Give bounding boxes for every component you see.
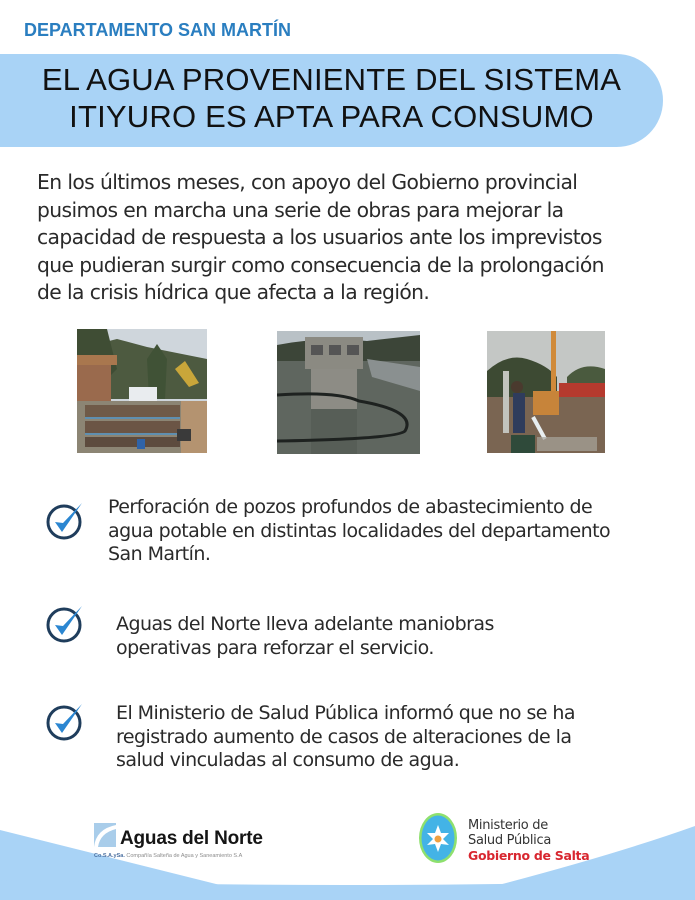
salta-star-emblem-icon <box>418 812 458 864</box>
company-fullname: Compañía Salteña de Agua y Saneamiento S.A <box>124 853 243 859</box>
bullet-line: salud vinculadas al consumo de agua. <box>116 749 460 771</box>
title-line-1: EL AGUA PROVENIENTE DEL SISTEMA <box>41 62 622 97</box>
bullet-line: El Ministerio de Salud Pública informó que no se ha <box>116 702 576 724</box>
cosaysa-label: Co.S.A.ySa. <box>94 853 125 859</box>
intro-paragraph <box>37 169 667 307</box>
aguas-del-norte-logo <box>94 822 294 867</box>
page-title <box>0 61 663 135</box>
intro-line: de la crisis hídrica que afecta a la región. <box>37 280 430 304</box>
ministerio-line-1: Ministerio de <box>468 818 548 833</box>
aguas-del-norte-mark-icon <box>94 823 116 847</box>
bullet-line: Perforación de pozos profundos de abastecimiento de <box>108 496 593 518</box>
intro-line: capacidad de respuesta a los usuarios ante los imprevistos <box>37 225 602 249</box>
check-circle-icon <box>44 602 86 644</box>
bullet-line: Aguas del Norte lleva adelante maniobras <box>116 613 494 635</box>
intro-line: que pudieran surgir como consecuencia de la prolongación <box>37 252 604 277</box>
bullet-line: operativas para reforzar el servicio. <box>116 636 434 659</box>
aguas-del-norte-subtitle <box>94 853 242 859</box>
ministerio-salud-logo <box>418 810 608 868</box>
bullet-line: agua potable en distintas localidades del departamento <box>108 519 611 542</box>
gobierno-de-salta-label: Gobierno de Salta <box>468 848 590 863</box>
check-circle-icon <box>44 700 86 742</box>
intro-line: En los últimos meses, con apoyo del Gobierno provincial <box>37 170 578 194</box>
department-label: DEPARTAMENTO SAN MARTÍN <box>24 20 291 40</box>
title-line-2: ITIYURO ES APTA PARA CONSUMO <box>69 99 594 134</box>
check-circle-icon <box>44 499 86 541</box>
photo-treatment-plant <box>77 329 207 453</box>
photo-borehole <box>487 331 605 453</box>
bullet-line: registrado aumento de casos de alteraciones de la <box>116 725 572 748</box>
intro-line: pusimos en marcha una serie de obras para mejorar la <box>37 197 564 222</box>
aguas-del-norte-name: Aguas del Norte <box>120 828 263 849</box>
ministerio-line-2: Salud Pública <box>468 833 551 848</box>
photo-intake-tower <box>277 331 420 454</box>
bullet-line: San Martín. <box>108 543 211 565</box>
